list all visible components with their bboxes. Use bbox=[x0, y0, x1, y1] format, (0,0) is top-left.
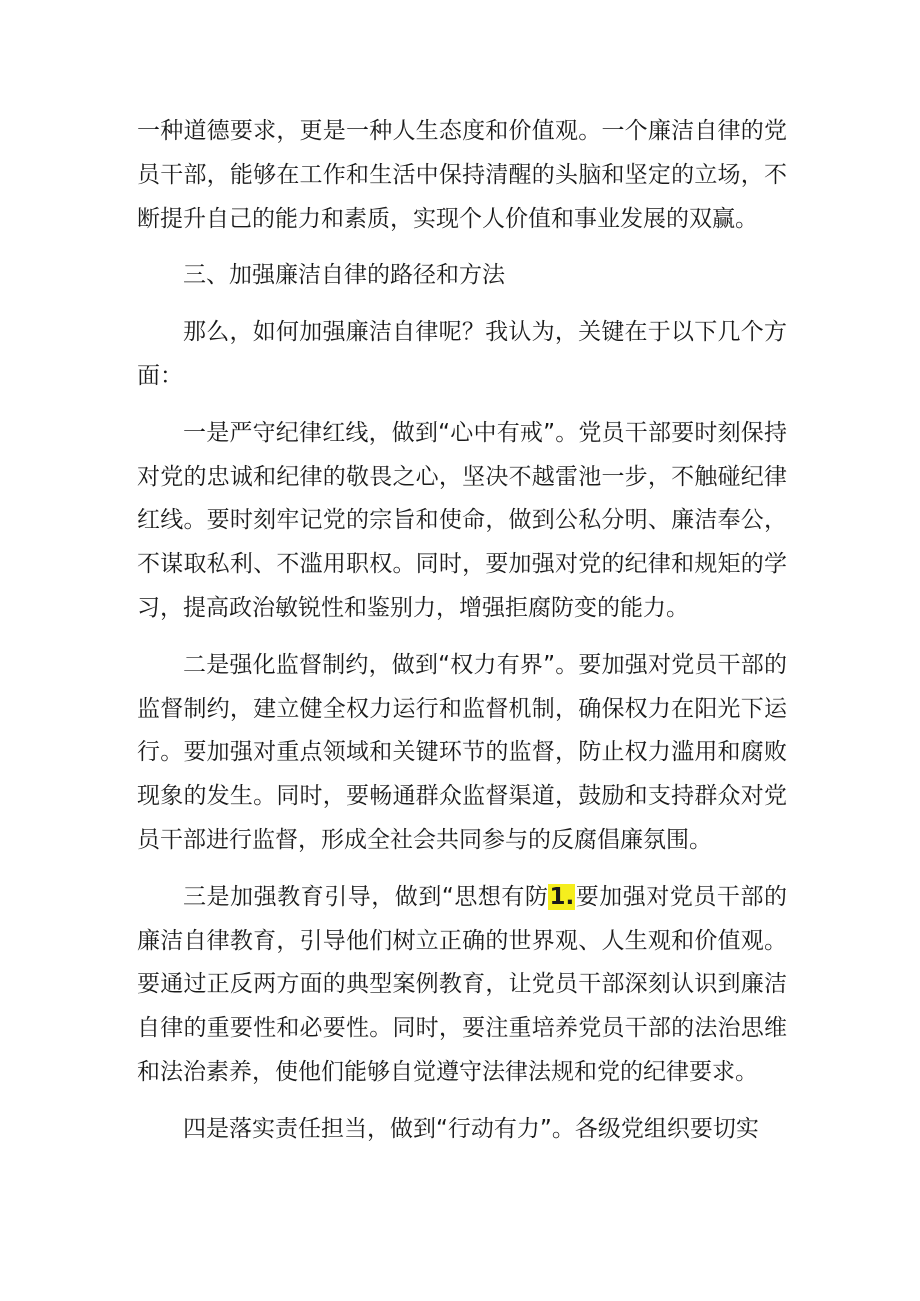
paragraph-point-two: 二是强化监督制约，做到“权力有界”。要加强对党员干部的监督制约，建立健全权力运行和监督机制，确保权力在阳光下运行。要加强对重点领域和关键环节的监督，防止权力滥用和腐败现象的发生。同时，要畅通群众监督渠道，鼓励和支持群众对党员干部进行监督，形成全社会共同参与的反腐倡廉氛围。 bbox=[137, 651, 787, 853]
paragraph-point-three-rest: 要加强对党员干部的廉洁自律教育，引导他们树立正确的世界观、人生观和价值观。要通过正反两方面的典型案例教育，让党员干部深刻认识到廉洁自律的重要性和必要性。同时，要注重培养党员干部的法治思维和法治素养，使他们能够自觉遵守法律法规和党的纪律要求。 bbox=[137, 883, 788, 1085]
paragraph-point-three bbox=[137, 876, 787, 1095]
section-heading: 三、加强廉洁自律的路径和方法 bbox=[183, 262, 505, 289]
highlighted-marker: 1. bbox=[549, 883, 575, 910]
paragraph-continuation: 一种道德要求，更是一种人生态度和价值观。一个廉洁自律的党员干部，能够在工作和生活中保持清醒的头脑和坚定的立场，不断提升自己的能力和素质，实现个人价值和事业发展的双赢。 bbox=[137, 118, 787, 232]
paragraph-point-three-lead: 三是加强教育引导，做到“思想有防 bbox=[183, 883, 549, 910]
paragraph-point-four: 四是落实责任担当，做到“行动有力”。各级党组织要切实 bbox=[183, 1115, 759, 1142]
paragraph-intro: 那么，如何加强廉洁自律呢？我认为，关键在于以下几个方面： bbox=[137, 319, 787, 389]
document-body bbox=[137, 110, 787, 1165]
paragraph-point-one: 一是严守纪律红线，做到“心中有戒”。党员干部要时刻保持对党的忠诚和纪律的敬畏之心，坚决不越雷池一步，不触碰纪律红线。要时刻牢记党的宗旨和使命，做到公私分明、廉洁奉公，不谋取私利、不滥用职权。同时，要加强对党的纪律和规矩的学习，提高政治敏锐性和鉴别力，增强拒腐防变的能力。 bbox=[137, 419, 787, 621]
